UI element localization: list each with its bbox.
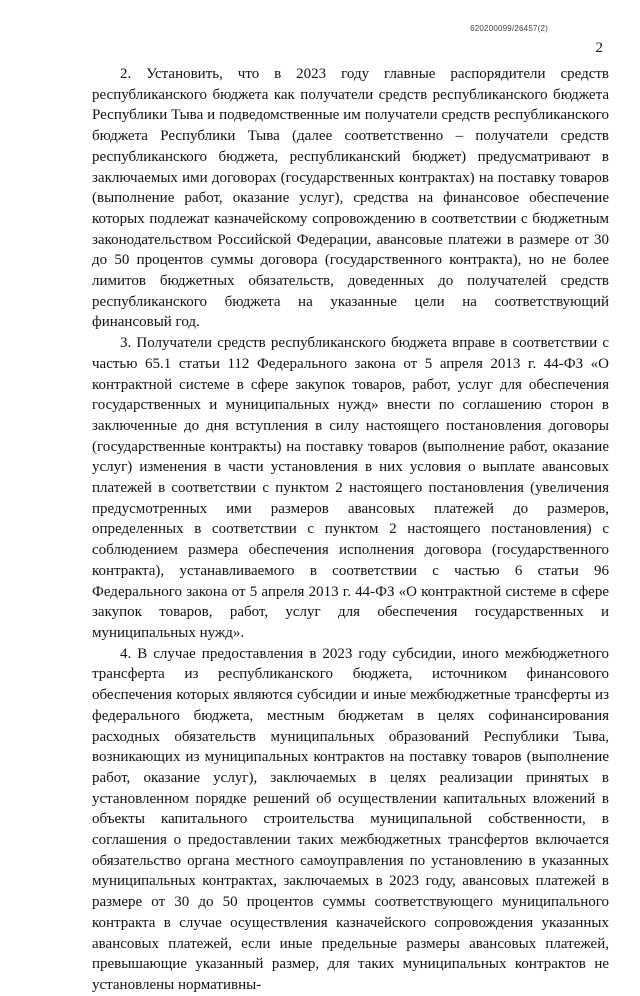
paragraph-4: 4. В случае предоставления в 2023 году субсидии, иного межбюджетного трансферта из республиканского бюджета, источником финансового обеспечения которых являются субсидии и иные межбюджетные трансферты из федерального бюджета, местным бюджетам в целях софинансирования расходных обязательств муниципальных образований Республики Тыва, возникающих из муниципальных контрактов на поставку товаров (выполнение работ, оказание услуг), заключаемых в целях реализации принятых в установленном порядке решений об осуществлении капитальных вложений в объекты капитального строительства муниципальной собственности, в соглашения о предоставлении таких межбюджетных трансфертов включается обязательство органа местного самоуправления по установлению в указанных муниципальных контрактах, заключаемых в 2023 году, авансовых платежей в размере от 30 до 50 процентов суммы соответствующего муниципального контракта в случае осуществления казначейского сопровождения указанных авансовых платежей, если иные предельные размеры авансовых платежей, превышающие указанный размер, для таких муниципальных контрактов не установлены нормативны- <box>92 645 609 993</box>
paragraph-3: 3. Получатели средств республиканского бюджета вправе в соответствии с частью 65.1 статьи 112 Федерального закона от 5 апреля 2013 г. 44-ФЗ «О контрактной системе в сфере закупок товаров, работ, услуг для обеспечения государственных и муниципальных нужд» внести по соглашению сторон в заключенные до дня вступления в силу настоящего постановления договоры (государственные контракты) на поставку товаров (выполнение работ, оказание услуг) изменения в части установления в них условия о выплате авансовых платежей в соответствии с пунктом 2 настоящего постановления (увеличения предусмотренных ими размеров авансовых платежей до размеров, определенных в соответствии с пунктом 2 настоящего постановления) с соблюдением размера обеспечения исполнения договора (государственного контракта), устанавливаемого в соответствии с частью 6 статьи 96 Федерального закона от 5 апреля 2013 г. 44-ФЗ «О контрактной системе в сфере закупок товаров, работ, услуг для обеспечения государственных и муниципальных нужд». <box>92 335 609 641</box>
document-body <box>92 64 609 996</box>
paragraph-2: 2. Установить, что в 2023 году главные распорядители средств республиканского бюджета как получатели средств республиканского бюджета Республики Тыва и подведомственные им получатели средств республиканского бюджета Республики Тыва (далее соответственно – получатели средств республиканского бюджета, республиканский бюджет) предусматривают в заключаемых ими договорах (государственных контрактах) на поставку товаров (выполнение работ, оказание услуг), средства на финансовое обеспечение которых подлежат казначейскому сопровождению в соответствии с бюджетным законодательством Российской Федерации, авансовые платежи в размере от 30 до 50 процентов суммы договора (государственного контракта), но не более лимитов бюджетных обязательств, доведенных до получателей средств республиканского бюджета на указанные цели на соответствующий финансовый год. <box>92 66 609 331</box>
page-number: 2 <box>595 40 603 56</box>
document-id: 620200099/26457(2) <box>470 24 548 33</box>
